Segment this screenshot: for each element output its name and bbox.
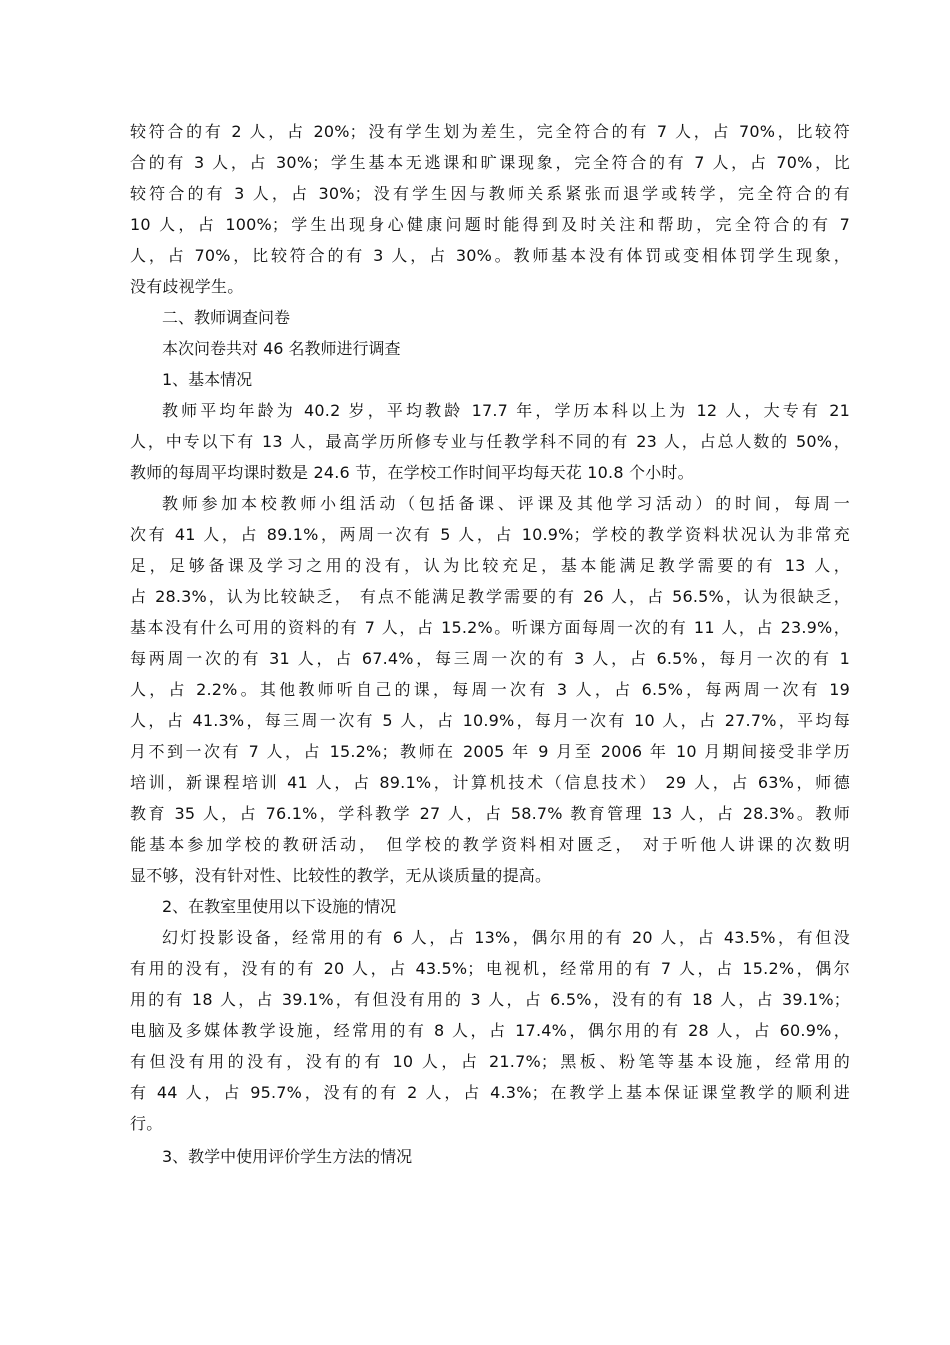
subsection-heading-basic-info: 1、基本情况 xyxy=(162,370,253,389)
text-line: 行。 xyxy=(130,1114,163,1133)
text-line: 人，占 70%，比较符合的有 3 人，占 30%。教师基本没有体罚或变相体罚学生现象， xyxy=(130,246,850,265)
text-line: 基本没有什么可用的资料的有 7 人，占 15.2%。听课方面每周一次的有 11 人，占 23.9%， xyxy=(130,618,850,637)
text-line: 10 人，占 100%；学生出现身心健康问题时能得到及时关注和帮助，完全符合的有 7 xyxy=(130,215,850,234)
text-line: 人，占 2.2%。其他教师听自己的课，每周一次有 3 人，占 6.5%，每两周一次有 19 xyxy=(130,680,850,699)
text-line: 电脑及多媒体教学设施，经常用的有 8 人，占 17.4%，偶尔用的有 28 人，占 60.9%， xyxy=(130,1021,850,1040)
paragraph-student-survey-results xyxy=(130,116,850,302)
paragraph-basic-info xyxy=(130,395,850,488)
survey-intro: 本次问卷共对 46 名教师进行调查 xyxy=(162,339,401,358)
text-line: 没有歧视学生。 xyxy=(130,277,244,296)
section-heading-teacher-survey: 二、教师调查问卷 xyxy=(162,308,291,327)
text-line: 幻灯投影设备，经常用的有 6 人，占 13%，偶尔用的有 20 人，占 43.5%，有但没 xyxy=(162,928,850,947)
text-line: 较符合的有 3 人，占 30%；没有学生因与教师关系紧张而退学或转学，完全符合的有 xyxy=(130,184,850,203)
text-line: 次有 41 人，占 89.1%，两周一次有 5 人，占 10.9%；学校的教学资料状况认为非常充 xyxy=(130,525,850,544)
text-line: 显不够，没有针对性、比较性的教学，无从谈质量的提高。 xyxy=(130,866,552,885)
paragraph-teacher-activities xyxy=(130,488,850,891)
text-line: 培训，新课程培训 41 人，占 89.1%，计算机技术（信息技术） 29 人，占 63%，师德 xyxy=(130,773,850,792)
text-line: 有但没有用的没有，没有的有 10 人，占 21.7%；黑板、粉笔等基本设施，经常用的 xyxy=(130,1052,850,1071)
text-line: 教师的每周平均课时数是 24.6 节，在学校工作时间平均每天花 10.8 个小时。 xyxy=(130,463,694,482)
text-line: 月不到一次有 7 人，占 15.2%；教师在 2005 年 9 月至 2006 年 10 月期间接受非学历 xyxy=(130,742,850,761)
text-line: 能基本参加学校的教研活动， 但学校的教学资料相对匮乏， 对于听他人讲课的次数明 xyxy=(130,835,850,854)
text-line: 人，占 41.3%，每三周一次有 5 人，占 10.9%，每月一次有 10 人，占 27.7%，平均每 xyxy=(130,711,850,730)
text-line: 教师平均年龄为 40.2 岁，平均教龄 17.7 年，学历本科以上为 12 人，大专有 21 xyxy=(162,401,850,420)
document-page xyxy=(130,116,850,1172)
text-line: 较符合的有 2 人，占 20%；没有学生划为差生，完全符合的有 7 人，占 70%，比较符 xyxy=(130,122,850,141)
text-line: 有用的没有，没有的有 20 人，占 43.5%；电视机，经常用的有 7 人，占 15.2%，偶尔 xyxy=(130,959,850,978)
text-line: 合的有 3 人，占 30%；学生基本无逃课和旷课现象，完全符合的有 7 人，占 70%，比 xyxy=(130,153,850,172)
paragraph-facilities xyxy=(130,922,850,1139)
text-line: 人，中专以下有 13 人，最高学历所修专业与任教学科不同的有 23 人，占总人数的 50%， xyxy=(130,432,850,451)
text-line: 教师参加本校教师小组活动（包括备课、评课及其他学习活动）的时间，每周一 xyxy=(162,494,850,513)
text-line: 教育 35 人，占 76.1%，学科教学 27 人，占 58.7% 教育管理 13 人，占 28.3%。教师 xyxy=(130,804,850,823)
text-line: 有 44 人，占 95.7%，没有的有 2 人，占 4.3%；在教学上基本保证课堂教学的顺利进 xyxy=(130,1083,850,1102)
text-line: 每两周一次的有 31 人，占 67.4%，每三周一次的有 3 人，占 6.5%，每月一次的有 1 xyxy=(130,649,850,668)
subsection-heading-facilities: 2、在教室里使用以下设施的情况 xyxy=(162,897,397,916)
text-line: 用的有 18 人，占 39.1%，有但没有用的 3 人，占 6.5%，没有的有 18 人，占 39.1%； xyxy=(130,990,850,1009)
text-line: 占 28.3%，认为比较缺乏， 有点不能满足教学需要的有 26 人，占 56.5%，认为很缺乏， xyxy=(130,587,850,606)
text-line: 足，足够备课及学习之用的没有，认为比较充足，基本能满足教学需要的有 13 人， xyxy=(130,556,850,575)
subsection-heading-evaluation-methods: 3、教学中使用评价学生方法的情况 xyxy=(162,1147,413,1166)
